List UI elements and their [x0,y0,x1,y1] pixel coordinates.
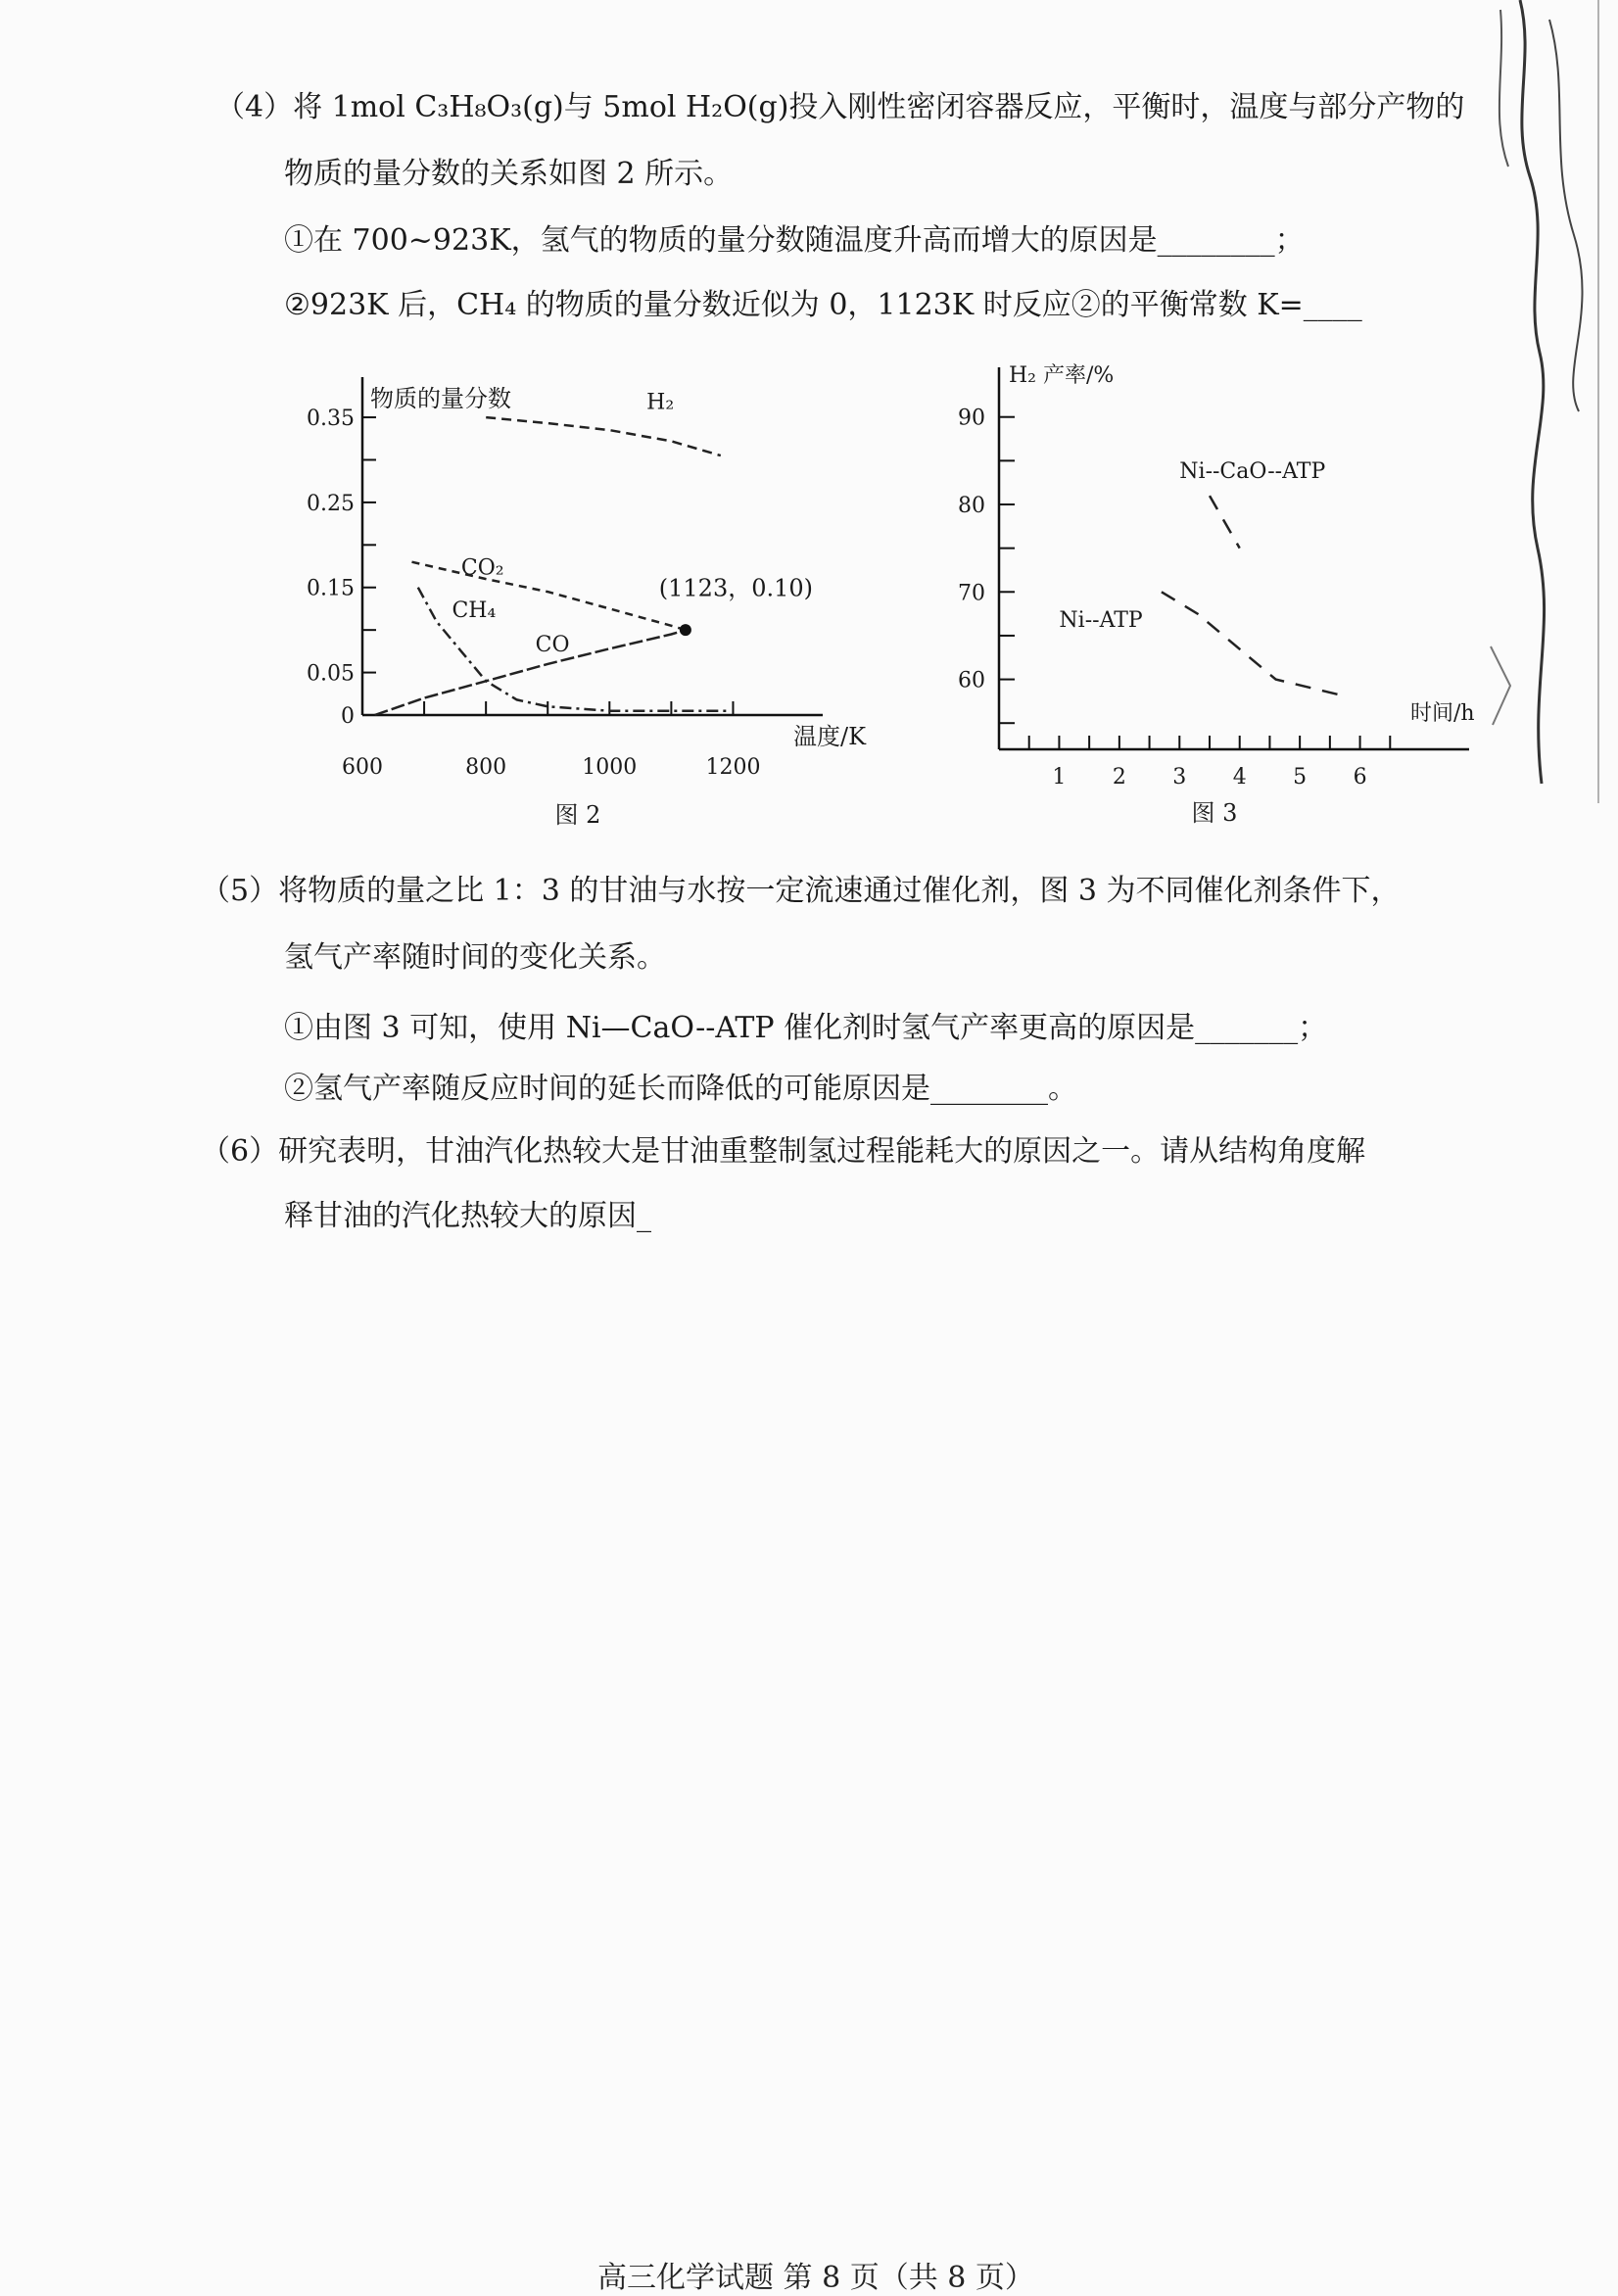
figure-2-chart [304,362,891,833]
y-tick-label: 70 [958,581,985,606]
y-axis-label: 物质的量分数 [370,385,511,412]
figure-caption: 图 2 [554,801,601,829]
q4-subquestion-1: ①在 700~923K，氢气的物质的量分数随温度升高而增大的原因是________； [284,223,1305,258]
series-line-Ni--ATP [1162,592,1348,696]
y-tick-label: 0.05 [307,661,355,687]
series-label-CH₄: CH₄ [452,598,497,624]
x-tick-label: 6 [1353,765,1367,789]
series-line-Ni--CaO--ATP [1210,496,1240,548]
x-axis-label: 时间/h [1410,701,1475,726]
y-tick-label: 0.35 [307,407,355,432]
page-footer: 高三化学试题 第 8 页（共 8 页） [597,2261,1034,2295]
x-tick-label: 800 [465,755,507,780]
y-tick-label: 0.15 [307,576,355,601]
x-tick-label: 1000 [582,755,638,780]
figure-3-chart [940,353,1489,833]
y-tick-label: 60 [958,668,985,694]
q5-stem-line1: （5）将物质的量之比 1：3 的甘油与水按一定流速通过催化剂，图 3 为不同催化剂条件下， [201,874,1401,908]
x-tick-label: 2 [1112,765,1126,789]
q4-stem-line2: 物质的量分数的关系如图 2 所示。 [284,157,734,191]
x-tick-label: 5 [1293,765,1308,789]
x-tick-label: 1200 [705,755,761,780]
series-label-Ni--CaO--ATP: Ni--CaO--ATP [1179,459,1326,485]
q5-stem-line2: 氢气产率随时间的变化关系。 [284,940,666,975]
x-tick-label: 1 [1052,765,1067,789]
q5-subquestion-2: ②氢气产率随反应时间的延长而降低的可能原因是________。 [284,1072,1077,1106]
y-axis-label: H₂ 产率/% [1009,363,1115,388]
series-label-CO₂: CO₂ [460,555,504,581]
y-tick-label: 0.25 [307,491,355,516]
q5-subquestion-1: ①由图 3 可知，使用 Ni—CaO--ATP 催化剂时氢气产率更高的原因是_______； [284,1011,1328,1045]
q6-stem-line2: 释甘油的汽化热较大的原因_ [284,1199,651,1233]
x-axis-label: 温度/K [793,723,867,750]
marked-point [680,624,691,636]
y-tick-label: 0 [341,704,355,729]
series-label-Ni--ATP: Ni--ATP [1059,608,1143,633]
q4-stem-line1: （4）将 1mol C₃H₈O₃(g)与 5mol H₂O(g)投入刚性密闭容器反应，平衡时，温度与部分产物的 [215,90,1465,124]
series-label-H₂: H₂ [646,390,675,415]
x-tick-label: 3 [1172,765,1187,789]
y-tick-label: 90 [958,406,985,431]
x-tick-label: 4 [1232,765,1247,789]
scan-edge-noise [1481,0,1618,803]
series-line-H₂ [486,417,721,455]
x-tick-label: 600 [342,755,383,780]
y-tick-label: 80 [958,494,985,518]
point-annotation: (1123，0.10) [658,574,814,602]
q6-stem-line1: （6）研究表明，甘油汽化热较大是甘油重整制氢过程能耗大的原因之一。请从结构角度解 [201,1134,1366,1169]
q4-subquestion-2: ②923K 后，CH₄ 的物质的量分数近似为 0，1123K 时反应②的平衡常数 K=____ [284,288,1362,322]
series-label-CO: CO [535,632,570,657]
figure-caption: 图 3 [1191,799,1238,827]
